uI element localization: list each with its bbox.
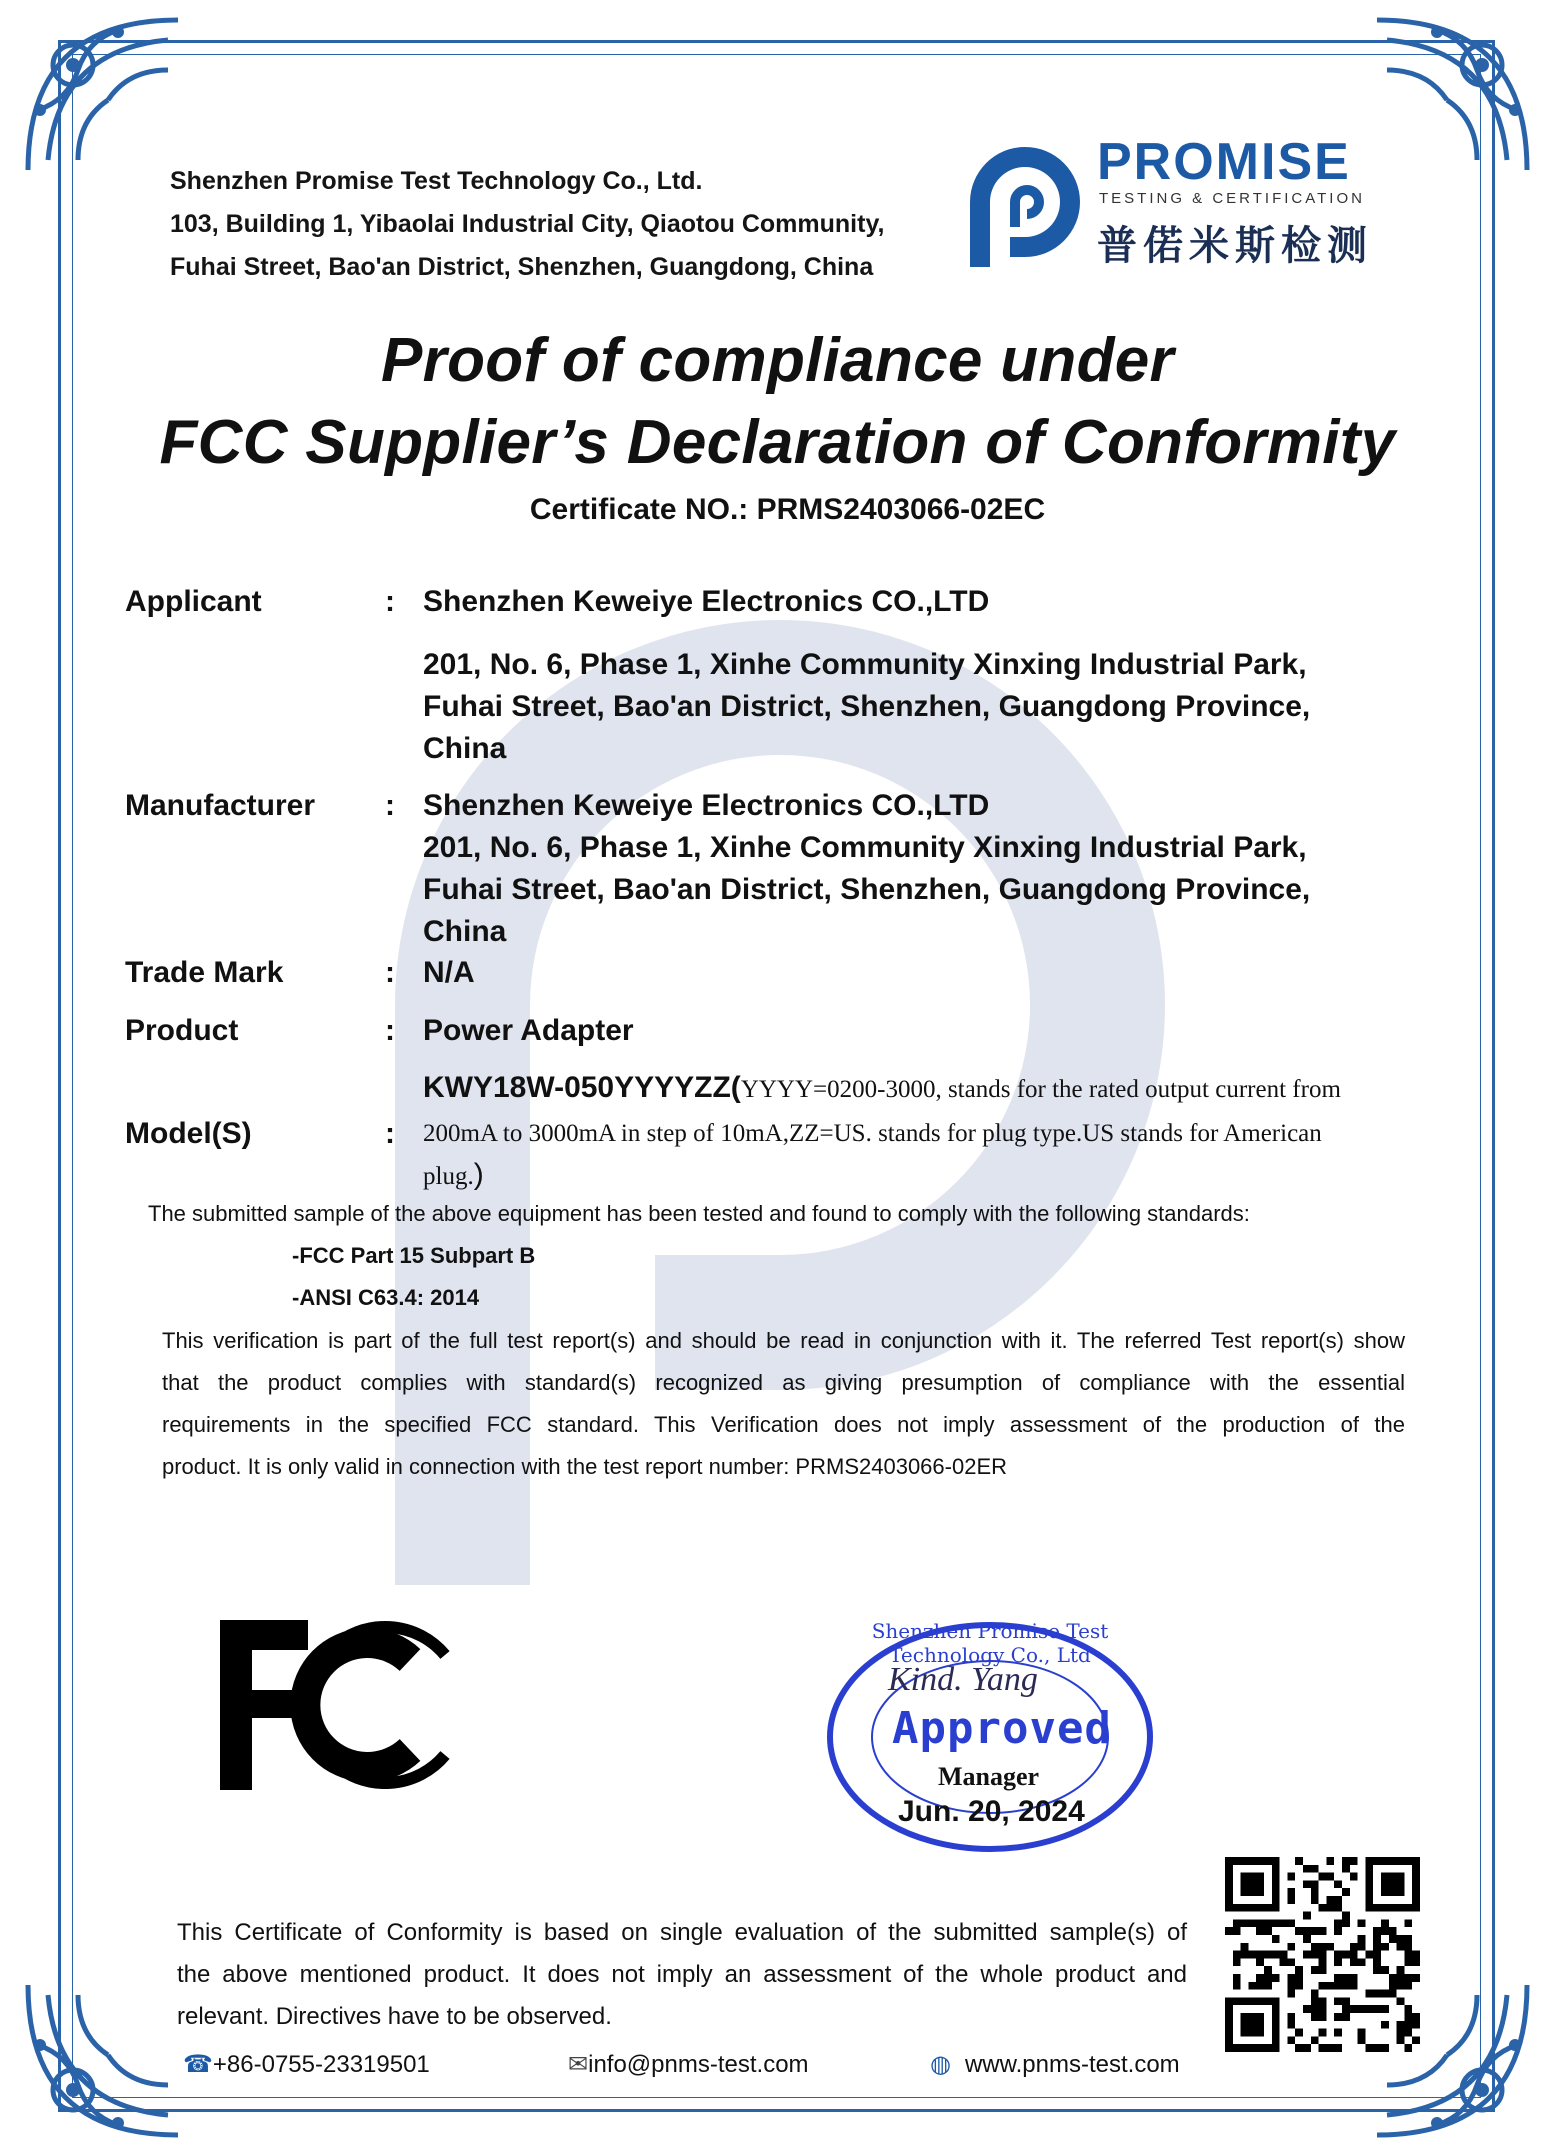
model-close-paren: ) (473, 1158, 484, 1191)
contact-phone (183, 2050, 430, 2079)
manufacturer-address-line3: China (423, 915, 507, 948)
model-colon: : (385, 1117, 395, 1150)
footer-paragraph (177, 1912, 1187, 2038)
email-icon: ✉ (568, 2051, 589, 2078)
approval-stamp (820, 1615, 1160, 1865)
footer-line: relevant. Directives have to be observed. (177, 2003, 612, 2030)
product-label: Product (125, 1014, 239, 1047)
issuer-company: Shenzhen Promise Test Technology Co., Ltd. (170, 167, 703, 195)
model-desc-line1: YYYY=0200-3000, stands for the rated output current from (740, 1076, 1341, 1103)
trademark-label: Trade Mark (125, 956, 284, 989)
stamp-date: Jun. 20, 2024 (898, 1795, 1085, 1828)
fcc-logo (220, 1620, 470, 1790)
stamp-signature: Kind. Yang (888, 1661, 1038, 1698)
trademark-colon: : (385, 956, 395, 989)
verification-line: This verification is part of the full test report(s) and should be read in conjunction with it. The referred Test report(s) show (162, 1328, 1405, 1353)
issuer-address-block (170, 160, 884, 289)
issuer-address-line2: Fuhai Street, Bao'an District, Shenzhen, Guangdong, China (170, 253, 874, 281)
applicant-address (423, 644, 1310, 770)
compliance-statement: The submitted sample of the above equipment has been tested and found to comply with the following standards: (148, 1201, 1250, 1226)
promise-logo (955, 132, 1395, 272)
corner-ornament-bottom-left (18, 1975, 188, 2145)
applicant-address-line2: Fuhai Street, Bao'an District, Shenzhen, Guangdong Province, (423, 690, 1311, 723)
verification-line: requirements in the specified FCC standard. This Verification does not imply assessment of the production of the (162, 1412, 1405, 1437)
applicant-label: Applicant (125, 585, 262, 618)
manufacturer-label: Manufacturer (125, 789, 316, 822)
website-text: www.pnms-test.com (964, 2051, 1180, 2078)
corner-ornament-top-left (18, 10, 188, 180)
model-desc-line2: 200mA to 3000mA in step of 10mA,ZZ=US. stands for plug type.US stands for American (423, 1120, 1322, 1147)
product-colon: : (385, 1014, 395, 1047)
logo-tagline: TESTING & CERTIFICATION (1099, 190, 1365, 207)
contact-email[interactable] (568, 2050, 809, 2079)
applicant-address-line1: 201, No. 6, Phase 1, Xinhe Community Xinxing Industrial Park, (423, 648, 1307, 681)
footer-line: This Certificate of Conformity is based on single evaluation of the submitted sample(s) of (177, 1919, 1187, 1946)
issuer-address-line1: 103, Building 1, Yibaolai Industrial City, Qiaotou Community, (170, 210, 885, 238)
manufacturer-colon: : (385, 789, 395, 822)
standard-item: -FCC Part 15 Subpart B (292, 1243, 536, 1268)
title-line1: Proof of compliance under (381, 326, 1174, 395)
model-label: Model(S) (125, 1117, 252, 1150)
applicant-name: Shenzhen Keweiye Electronics CO.,LTD (423, 585, 990, 618)
standard-item: -ANSI C63.4: 2014 (292, 1285, 480, 1310)
applicant-address-line3: China (423, 732, 507, 765)
stamp-approved: Approved (892, 1703, 1112, 1754)
logo-chinese: 普偌米斯检测 (1097, 223, 1373, 269)
product-value: Power Adapter (423, 1014, 634, 1047)
manufacturer-name: Shenzhen Keweiye Electronics CO.,LTD (423, 789, 990, 822)
model-desc-line3: plug. (423, 1163, 474, 1190)
stamp-ring-text: Shenzhen Promise Test Technology Co., Ltd (871, 1619, 1109, 1667)
stamp-role: Manager (938, 1762, 1040, 1791)
manufacturer-block (423, 785, 1310, 953)
logo-name: PROMISE (1097, 133, 1351, 191)
qr-code (1225, 1857, 1420, 2052)
verification-paragraph (162, 1320, 1405, 1488)
footer-line: the above mentioned product. It does not imply an assessment of the whole product and (177, 1961, 1187, 1988)
phone-text: +86-0755-23319501 (212, 2051, 430, 2078)
title-line2: FCC Supplier’s Declaration of Conformity (159, 408, 1396, 477)
email-text: info@pnms-test.com (588, 2051, 809, 2078)
manufacturer-address-line1: 201, No. 6, Phase 1, Xinhe Community Xinxing Industrial Park, (423, 831, 1307, 864)
applicant-colon: : (385, 585, 395, 618)
model-block (423, 1067, 1423, 1200)
manufacturer-address-line2: Fuhai Street, Bao'an District, Shenzhen, Guangdong Province, (423, 873, 1311, 906)
contact-website[interactable] (930, 2050, 1180, 2079)
trademark-value: N/A (423, 956, 475, 989)
verification-line: that the product complies with standard(s) recognized as giving presumption of compliance with the essential (162, 1370, 1405, 1395)
globe-icon: ◍ (930, 2051, 951, 2078)
certificate-number: Certificate NO.: PRMS2403066-02EC (529, 493, 1046, 526)
verification-line: product. It is only valid in connection with the test report number: PRMS2403066-02ER (162, 1454, 1008, 1479)
model-code: KWY18W-050YYYYZZ( (423, 1071, 741, 1104)
phone-icon: ☎ (183, 2051, 213, 2078)
